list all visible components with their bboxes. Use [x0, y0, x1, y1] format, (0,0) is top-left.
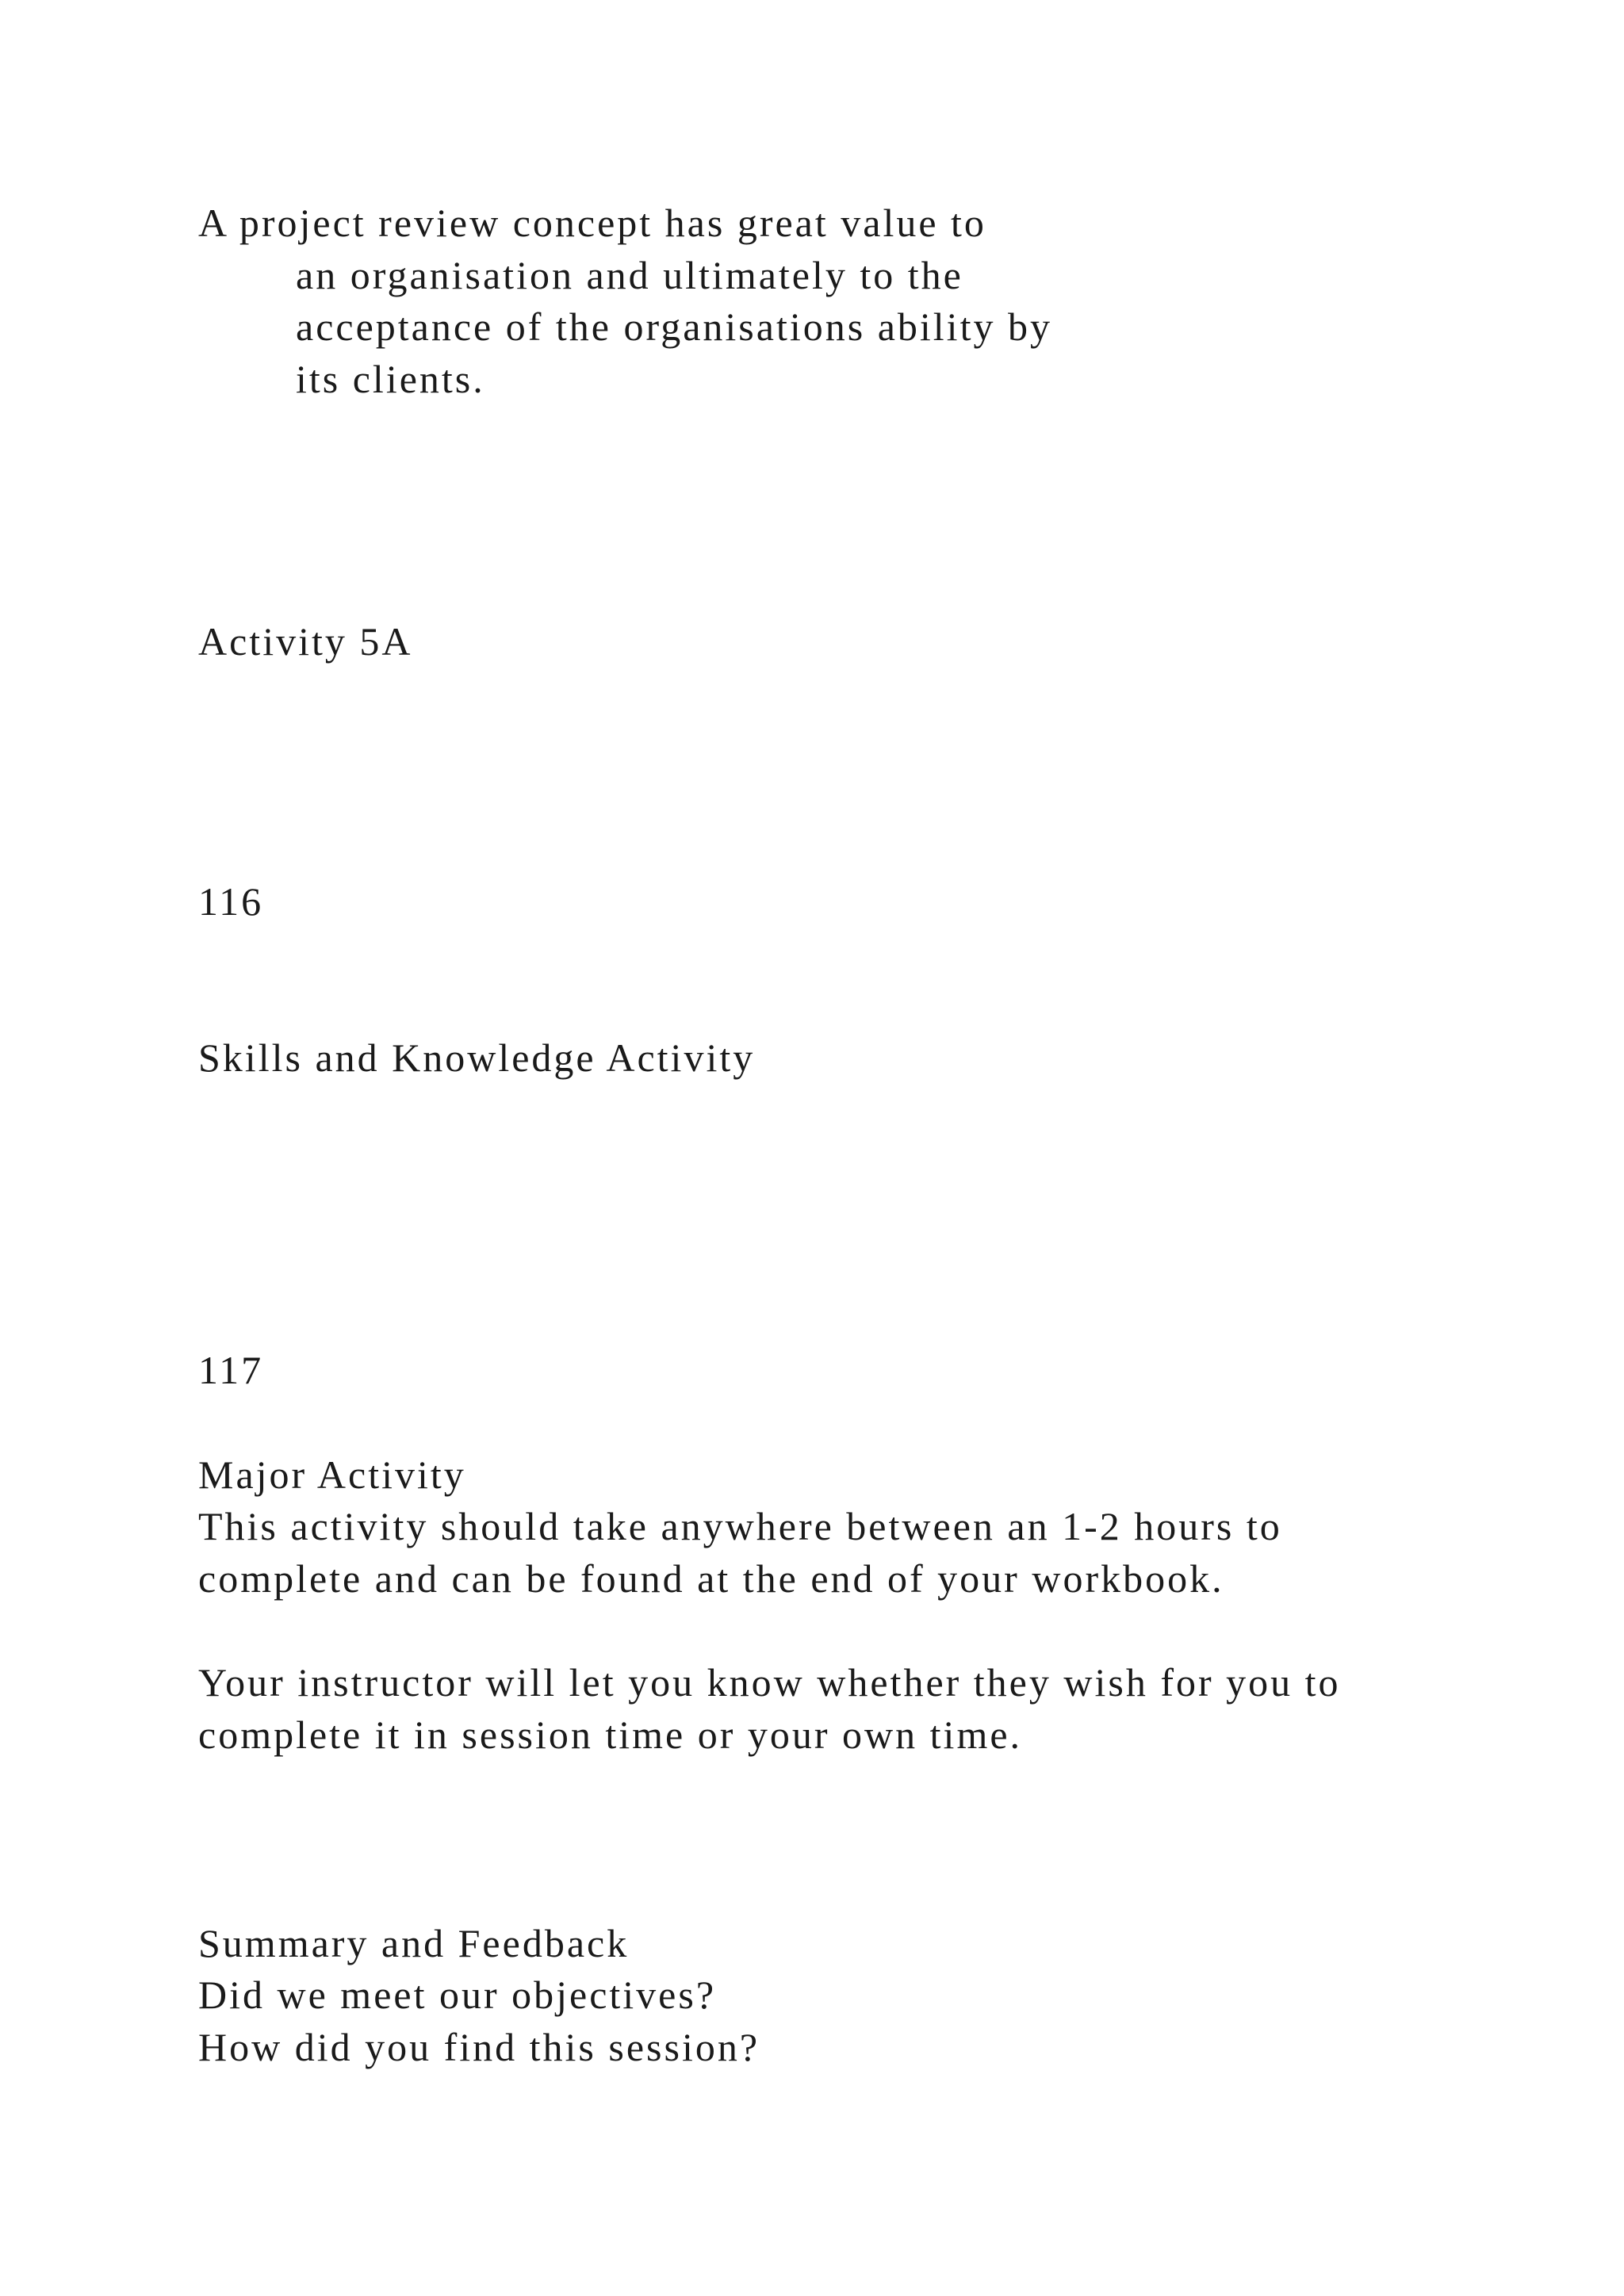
skills-heading: Skills and Knowledge Activity — [198, 1035, 756, 1080]
intro-line-4: its clients. — [296, 357, 485, 401]
major-activity-heading: Major Activity — [198, 1452, 466, 1497]
activity-heading: Activity 5A — [198, 619, 413, 664]
summary-question-1: Did we meet our objectives? — [198, 1973, 717, 2017]
major-activity-line-1: This activity should take anywhere between an 1-2 hours to — [198, 1504, 1282, 1548]
major-activity-line-2: complete and can be found at the end of your workbook. — [198, 1556, 1224, 1601]
major-activity-line-4: complete it in session time or your own time. — [198, 1712, 1023, 1757]
page-number-117: 117 — [198, 1348, 264, 1392]
summary-question-2: How did you find this session? — [198, 2025, 760, 2069]
intro-line-1: A project review concept has great value to — [198, 201, 986, 245]
summary-heading: Summary and Feedback — [198, 1921, 630, 1965]
intro-line-3: acceptance of the organisations ability by — [296, 304, 1052, 349]
major-activity-line-3: Your instructor will let you know whether they wish for you to — [198, 1660, 1341, 1705]
page-number-116: 116 — [198, 879, 264, 924]
intro-line-2: an organisation and ultimately to the — [296, 253, 963, 297]
